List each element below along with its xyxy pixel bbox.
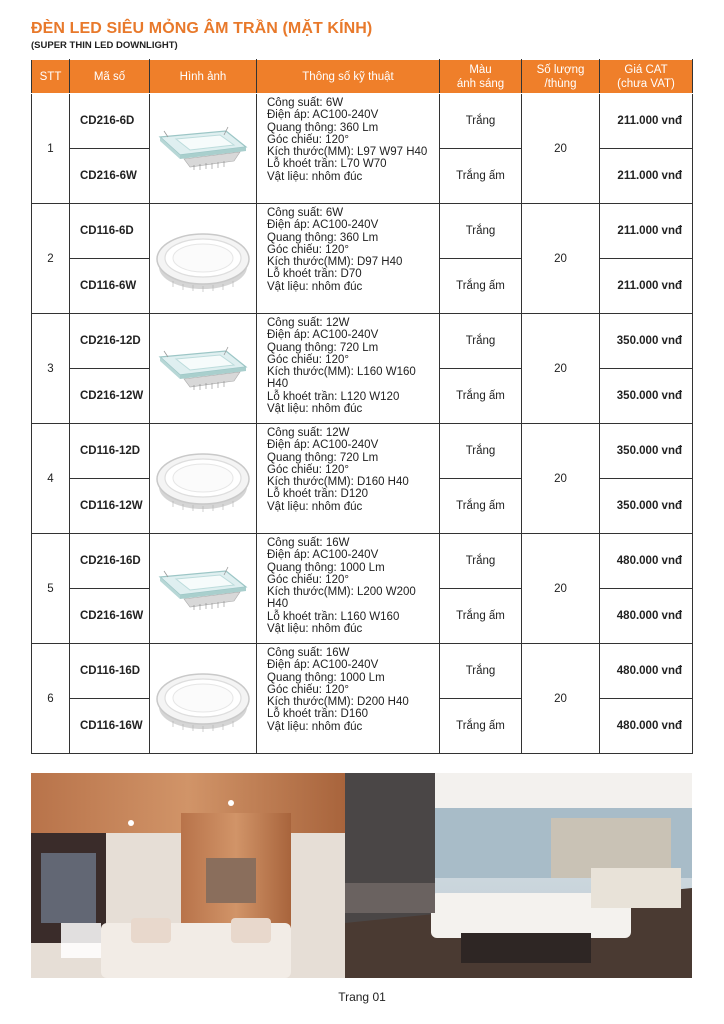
product-image xyxy=(150,314,257,424)
price-cell: 350.000 vnđ xyxy=(600,369,693,424)
product-image xyxy=(150,644,257,754)
spec-cell xyxy=(257,94,440,204)
product-code: CD216-16D xyxy=(70,534,150,589)
qty-cell: 20 xyxy=(522,644,600,754)
price-cell: 480.000 vnđ xyxy=(600,699,693,754)
light-color: Trắng ấm xyxy=(440,259,522,314)
product-code: CD216-6D xyxy=(70,94,150,149)
qty-cell: 20 xyxy=(522,424,600,534)
spec-line: Điện áp: AC100-240V xyxy=(267,219,379,232)
spec-line: Vật liệu: nhôm đúc xyxy=(267,623,363,636)
stt-cell: 3 xyxy=(32,314,70,424)
spec-line: Lỗ khoét trần: L70 W70 xyxy=(267,158,387,171)
stt-cell: 5 xyxy=(32,534,70,644)
spec-line: Công suất: 6W xyxy=(267,207,344,219)
round-downlight-icon xyxy=(153,221,253,297)
header-qty-line1: Số lượng xyxy=(536,63,585,76)
table-row xyxy=(32,314,693,369)
spec-line: Vật liệu: nhôm đúc xyxy=(267,720,363,733)
product-image xyxy=(150,424,257,534)
product-image xyxy=(150,204,257,314)
spec-line: Góc chiếu: 120° xyxy=(267,573,349,586)
header-stt: STT xyxy=(32,60,70,94)
header-qty-line2: /thùng xyxy=(544,77,577,90)
spec-line: Góc chiếu: 120° xyxy=(267,133,349,146)
spec-line: Lỗ khoét trần: D160 xyxy=(267,708,369,721)
light-color: Trắng ấm xyxy=(440,369,522,424)
spec-line: Vật liệu: nhôm đúc xyxy=(267,403,363,416)
spec-line: Điện áp: AC100-240V xyxy=(267,549,379,562)
table-row xyxy=(32,94,693,149)
spec-cell xyxy=(257,314,440,424)
light-color: Trắng ấm xyxy=(440,149,522,204)
product-image xyxy=(150,534,257,644)
light-color: Trắng xyxy=(440,534,522,589)
product-code: CD116-6W xyxy=(70,259,150,314)
spec-cell xyxy=(257,644,440,754)
spec-line: Quang thông: 1000 Lm xyxy=(267,671,385,684)
spec-line: Quang thông: 360 Lm xyxy=(267,231,379,244)
header-price xyxy=(600,60,693,94)
qty-cell: 20 xyxy=(522,314,600,424)
price-cell: 480.000 vnđ xyxy=(600,644,693,699)
light-color: Trắng xyxy=(440,314,522,369)
spec-line: Điện áp: AC100-240V xyxy=(267,109,379,122)
light-color: Trắng xyxy=(440,94,522,149)
header-image: Hình ảnh xyxy=(150,60,257,94)
spec-line: Kích thước(MM): D200 H40 xyxy=(267,696,409,709)
spec-line: Quang thông: 720 Lm xyxy=(267,341,379,354)
page-number: Trang 01 xyxy=(338,990,386,1004)
header-color-line1: Màu xyxy=(469,63,492,76)
spec-line: Vật liệu: nhôm đúc xyxy=(267,280,363,293)
spec-line: Công suất: 6W xyxy=(267,97,344,109)
spec-line: Kích thước(MM): D97 H40 xyxy=(267,256,403,269)
light-color: Trắng xyxy=(440,644,522,699)
spec-cell xyxy=(257,204,440,314)
price-cell: 480.000 vnđ xyxy=(600,589,693,644)
table-header-row xyxy=(32,60,693,94)
spec-line: Kích thước(MM): L97 W97 H40 xyxy=(267,146,428,159)
header-color-line2: ánh sáng xyxy=(456,77,505,90)
spec-line: Quang thông: 720 Lm xyxy=(267,451,379,464)
product-code: CD216-6W xyxy=(70,149,150,204)
photo-right xyxy=(345,773,692,978)
spec-line: Điện áp: AC100-240V xyxy=(267,659,379,672)
square-downlight-icon xyxy=(154,557,252,621)
spec-cell xyxy=(257,534,440,644)
header-price-line1: Giá CAT xyxy=(624,63,668,76)
product-code: CD116-16W xyxy=(70,699,150,754)
spec-line: Công suất: 16W xyxy=(267,537,350,549)
spec-line: Lỗ khoét trần: D70 xyxy=(267,268,362,281)
page-title: ĐÈN LED SIÊU MỎNG ÂM TRẦN (MẶT KÍNH) xyxy=(31,20,373,37)
spec-line: Góc chiếu: 120° xyxy=(267,463,349,476)
spec-line: Quang thông: 1000 Lm xyxy=(267,561,385,574)
stt-cell: 4 xyxy=(32,424,70,534)
stt-cell: 2 xyxy=(32,204,70,314)
table-row xyxy=(32,534,693,589)
spec-line: Kích thước(MM): L160 W160 H40 xyxy=(267,366,416,391)
table-row xyxy=(32,644,693,699)
header-color xyxy=(440,60,522,94)
header-spec: Thông số kỹ thuật xyxy=(257,60,440,94)
spec-line: Góc chiếu: 120° xyxy=(267,683,349,696)
qty-cell: 20 xyxy=(522,204,600,314)
spec-line: Công suất: 12W xyxy=(267,427,350,439)
qty-cell: 20 xyxy=(522,534,600,644)
spec-line: Vật liệu: nhôm đúc xyxy=(267,500,363,513)
spec-line: Góc chiếu: 120° xyxy=(267,353,349,366)
product-code: CD116-12W xyxy=(70,479,150,534)
spec-line: Điện áp: AC100-240V xyxy=(267,329,379,342)
spec-line: Vật liệu: nhôm đúc xyxy=(267,170,363,183)
spec-line: Điện áp: AC100-240V xyxy=(267,439,379,452)
spec-line: Lỗ khoét trần: L120 W120 xyxy=(267,390,400,403)
photo-left xyxy=(31,773,345,978)
light-color: Trắng ấm xyxy=(440,589,522,644)
spec-cell xyxy=(257,424,440,534)
stt-cell: 6 xyxy=(32,644,70,754)
spec-line: Góc chiếu: 120° xyxy=(267,243,349,256)
square-downlight-icon xyxy=(154,117,252,181)
page-subtitle: (SUPER THIN LED DOWNLIGHT) xyxy=(31,40,178,51)
spec-line: Công suất: 12W xyxy=(267,317,350,329)
price-cell: 350.000 vnđ xyxy=(600,479,693,534)
price-cell: 211.000 vnđ xyxy=(600,204,693,259)
interior-photos xyxy=(31,773,692,978)
price-cell: 211.000 vnđ xyxy=(600,149,693,204)
light-color: Trắng xyxy=(440,424,522,479)
product-table xyxy=(31,59,693,754)
spec-line: Kích thước(MM): L200 W200 H40 xyxy=(267,586,416,611)
round-downlight-icon xyxy=(153,661,253,737)
square-downlight-icon xyxy=(154,337,252,401)
spec-line: Kích thước(MM): D160 H40 xyxy=(267,476,409,489)
table-row xyxy=(32,424,693,479)
qty-cell: 20 xyxy=(522,94,600,204)
product-image xyxy=(150,94,257,204)
stt-cell: 1 xyxy=(32,94,70,204)
price-cell: 211.000 vnđ xyxy=(600,94,693,149)
light-color: Trắng ấm xyxy=(440,479,522,534)
price-cell: 350.000 vnđ xyxy=(600,314,693,369)
price-cell: 480.000 vnđ xyxy=(600,534,693,589)
product-code: CD216-12W xyxy=(70,369,150,424)
spec-line: Lỗ khoét trần: L160 W160 xyxy=(267,610,400,623)
header-qty xyxy=(522,60,600,94)
price-cell: 211.000 vnđ xyxy=(600,259,693,314)
price-cell: 350.000 vnđ xyxy=(600,424,693,479)
round-downlight-icon xyxy=(153,441,253,517)
header-price-line2: (chưa VAT) xyxy=(617,77,675,90)
header-code: Mã số xyxy=(70,60,150,94)
light-color: Trắng xyxy=(440,204,522,259)
product-code: CD216-12D xyxy=(70,314,150,369)
light-color: Trắng ấm xyxy=(440,699,522,754)
spec-line: Lỗ khoét trần: D120 xyxy=(267,488,369,501)
table-row xyxy=(32,204,693,259)
product-code: CD116-16D xyxy=(70,644,150,699)
product-code: CD116-6D xyxy=(70,204,150,259)
spec-line: Quang thông: 360 Lm xyxy=(267,121,379,134)
spec-line: Công suất: 16W xyxy=(267,647,350,659)
product-code: CD116-12D xyxy=(70,424,150,479)
product-code: CD216-16W xyxy=(70,589,150,644)
